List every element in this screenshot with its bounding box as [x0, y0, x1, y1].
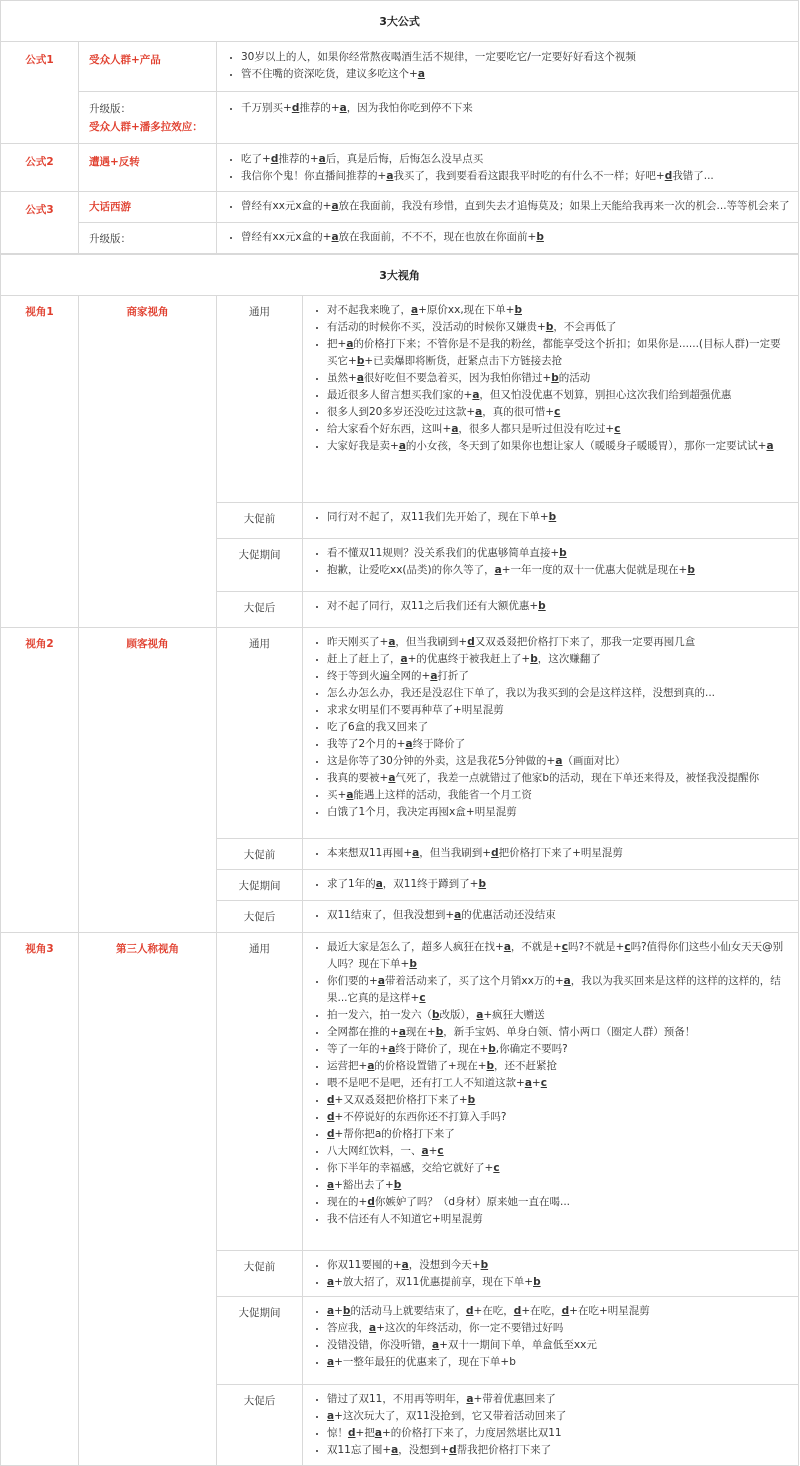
keyword-token: d	[664, 170, 673, 182]
keyword-token: d	[491, 847, 499, 859]
perspective-label: 视角3	[1, 933, 79, 1466]
formula-1-upgrade-list	[217, 100, 798, 117]
list-item: • 最近很多人留言想买我们家的+a，但又怕没优惠不划算，别担心这次我们给到超强优惠	[327, 387, 790, 404]
keyword-token: d	[291, 102, 300, 114]
perspectives-body	[1, 296, 799, 1466]
keyword-token: a	[503, 941, 511, 953]
list-item: • a+一整年最狂的优惠来了，现在下单+b	[327, 1354, 790, 1371]
phase-label: 大促前	[217, 839, 303, 870]
list-item: • 给大家看个好东西，这叫+a，很多人都只是听过但没有吃过+c	[327, 421, 790, 438]
keyword-token: d	[270, 153, 279, 165]
phase-label: 大促期间	[217, 1297, 303, 1385]
keyword-token: a	[374, 1427, 382, 1439]
formula-3-list	[217, 198, 798, 215]
list-item: • 大家好我是卖+a的小女孩，冬天到了如果你也想让家人（暖暖身子暖暖胃），那你一定要试试+a	[327, 438, 790, 455]
list-item: • a+这次玩大了，双11没抢到，它又带着活动回来了	[327, 1408, 790, 1425]
keyword-token: a	[412, 847, 420, 859]
perspectives-title-row	[1, 255, 799, 296]
formula-1-label: 公式1	[1, 42, 79, 144]
phase-content	[303, 628, 799, 839]
keyword-token: a	[563, 975, 571, 987]
keyword-token: a	[327, 1179, 335, 1191]
formula-3-upgrade-label: 升级版：	[79, 223, 217, 254]
list-item: • 虽然+a很好吃但不要急着买，因为我怕你错过+b的活动	[327, 370, 790, 387]
list-item: • 喂不是吧不是吧，还有打工人不知道这款+a+c	[327, 1075, 790, 1092]
list-item: • 运营把+a的价格设置错了+现在+b，还不赶紧抢	[327, 1058, 790, 1075]
perspective-1-row	[1, 296, 799, 503]
keyword-token: a	[400, 653, 408, 665]
keyword-token: a	[386, 170, 394, 182]
list-item: • d+帮你把a的价格打下来了	[327, 1126, 790, 1143]
keyword-token: a	[327, 1410, 335, 1422]
keyword-token: b	[545, 321, 554, 333]
keyword-token: a	[346, 789, 354, 801]
formula-3-row	[1, 192, 799, 223]
phase-item-list	[303, 845, 798, 862]
formula-3-label: 公式3	[1, 192, 79, 254]
perspective-name: 商家视角	[79, 296, 217, 628]
list-item: • 我不信还有人不知道它+明星混剪	[327, 1211, 790, 1228]
formula-1-upgrade-name: 受众人群+潘多拉效应：	[89, 121, 203, 133]
phase-content	[303, 503, 799, 539]
perspectives-title: 3大视角	[1, 255, 799, 296]
formula-2-label: 公式2	[1, 144, 79, 192]
keyword-token: a	[367, 1060, 375, 1072]
keyword-token: a	[475, 406, 483, 418]
keyword-token: a	[375, 878, 383, 890]
formula-1-row	[1, 42, 799, 92]
list-item: • a+b的活动马上就要结束了，d+在吃，d+在吃，d+在吃+明星混剪	[327, 1303, 790, 1320]
list-item: • 30岁以上的人，如果你经常熬夜喝酒生活不规律，一定要吃它/一定要好好看这个视频	[241, 49, 790, 66]
keyword-token: a	[454, 909, 462, 921]
keyword-token: a	[331, 200, 339, 212]
list-item: • 你双11要囤的+a，没想到今天+b	[327, 1257, 790, 1274]
keyword-token: a	[377, 975, 385, 987]
perspective-label: 视角2	[1, 628, 79, 933]
keyword-token: a	[339, 102, 347, 114]
keyword-token: a	[405, 738, 413, 750]
phase-item-list	[303, 1303, 798, 1371]
list-item: • 怎么办怎么办，我还是没忍住下单了，我以为我买到的会是这样这样，没想到真的...	[327, 685, 790, 702]
formula-1-upgrade-cell	[79, 92, 217, 144]
formula-3-upgrade-list	[217, 229, 798, 246]
list-item: • 买+a能遇上这样的活动，我能省一个月工资	[327, 787, 790, 804]
keyword-token: c	[419, 992, 426, 1004]
phase-content	[303, 1251, 799, 1297]
keyword-token: a	[494, 564, 502, 576]
phase-item-list	[303, 939, 798, 1228]
phase-label: 大促后	[217, 901, 303, 933]
keyword-token: b	[467, 1094, 476, 1106]
keyword-token: a	[346, 338, 354, 350]
keyword-token: a	[411, 304, 419, 316]
list-item: • 千万别买+d推荐的+a，因为我怕你吃到停不下来	[241, 100, 790, 117]
phase-content	[303, 539, 799, 592]
keyword-token: d	[348, 1427, 356, 1439]
phase-label: 大促后	[217, 1385, 303, 1466]
list-item: • 没错没错，你没听错，a+双十一期间下单，单盒低至xx元	[327, 1337, 790, 1354]
list-item: • 把+a的价格打下来；不管你是不是我的粉丝，都能享受这个折扣；如果你是......(目标人群)一定要买它+b+已卖爆即将断货，赶紧点击下方链接去抢	[327, 336, 790, 370]
list-item: • 看不懂双11规则？没关系我们的优惠够简单直接+b	[327, 545, 790, 562]
keyword-token: d	[449, 1444, 457, 1456]
keyword-token: b	[488, 1043, 496, 1055]
keyword-token: a	[466, 1393, 474, 1405]
phase-item-list	[303, 1257, 798, 1291]
perspectives-table	[0, 254, 799, 1466]
list-item: • 拍一发六，拍一发六（b改版），a+疯狂大赠送	[327, 1007, 790, 1024]
list-item: • 这是你等了30分钟的外卖，这是我花5分钟做的+a（画面对比）	[327, 753, 790, 770]
list-item: • 吃了+d推荐的+a后，真是后悔，后悔怎么没早点买	[241, 151, 790, 168]
phase-label: 大促前	[217, 503, 303, 539]
keyword-token: b	[551, 372, 559, 384]
list-item: • 八大网红饮料，一、a+c	[327, 1143, 790, 1160]
perspective-3-row	[1, 933, 799, 1251]
list-item: • 本来想双11再囤+a，但当我刷到+d把价格打下来了+明星混剪	[327, 845, 790, 862]
list-item: • 对不起了同行，双11之后我们还有大额优惠+b	[327, 598, 790, 615]
keyword-token: a	[327, 1305, 335, 1317]
keyword-token: d	[467, 636, 475, 648]
list-item: • 你们要的+a带着活动来了，买了这个月销xx万的+a，我以为我买回来是这样的这样的这样的，结果...它真的是这样+c	[327, 973, 790, 1007]
list-item: • 终于等到火遍全网的+a打折了	[327, 668, 790, 685]
keyword-token: b	[514, 304, 522, 316]
keyword-token: a	[430, 670, 438, 682]
formula-1-upgrade-row	[1, 92, 799, 144]
list-item: • 全网都在推的+a现在+b，新手宝妈、单身白领、情小两口（圈定人群）预备！	[327, 1024, 790, 1041]
phase-content	[303, 901, 799, 933]
formula-2-list	[217, 151, 798, 185]
keyword-token: b	[342, 1305, 351, 1317]
keyword-token: b	[548, 511, 557, 523]
keyword-token: b	[533, 1276, 541, 1288]
keyword-token: b	[559, 547, 567, 559]
keyword-token: a	[472, 389, 480, 401]
keyword-token: b	[356, 355, 365, 367]
keyword-token: c	[554, 406, 561, 418]
list-item: • a+放大招了，双11优惠提前享，现在下单+b	[327, 1274, 790, 1291]
phase-label: 通用	[217, 933, 303, 1251]
phase-content	[303, 1385, 799, 1466]
phase-item-list	[303, 509, 798, 526]
formula-2-name: 遭遇+反转	[79, 144, 217, 192]
list-item: • 赶上了赶上了，a+的优惠终于被我赶上了+b，这次赚翻了	[327, 651, 790, 668]
keyword-token: b	[435, 1026, 444, 1038]
phase-item-list	[303, 1391, 798, 1459]
list-item: • 管不住嘴的资深吃货，建议多吃这个+a	[241, 66, 790, 83]
keyword-token: d	[465, 1305, 474, 1317]
keyword-token: a	[327, 1276, 335, 1288]
keyword-token: d	[367, 1196, 375, 1208]
list-item: • 最近大家是怎么了，超多人疯狂在找+a，不就是+c吗?不就是+c吗?值得你们这些小仙女天天@别人吗？现在下单+b	[327, 939, 790, 973]
keyword-token: a	[388, 1043, 396, 1055]
keyword-token: c	[540, 1077, 547, 1089]
keyword-token: c	[624, 941, 631, 953]
phase-content	[303, 592, 799, 628]
keyword-token: b	[480, 1259, 489, 1271]
keyword-token: a	[398, 1026, 406, 1038]
list-item: • a+豁出去了+b	[327, 1177, 790, 1194]
formula-1-list	[217, 49, 798, 83]
phase-label: 大促期间	[217, 539, 303, 592]
keyword-token: a	[327, 1356, 335, 1368]
list-item: • 答应我，a+这次的年终活动，你一定不要错过好吗	[327, 1320, 790, 1337]
phase-content	[303, 933, 799, 1251]
phase-item-list	[303, 302, 798, 455]
list-item: • 错过了双11，不用再等明年，a+带着优惠回来了	[327, 1391, 790, 1408]
phase-content	[303, 296, 799, 503]
phase-content	[303, 1297, 799, 1385]
phase-content	[303, 839, 799, 870]
perspective-name: 第三人称视角	[79, 933, 217, 1466]
keyword-token: b	[478, 878, 486, 890]
list-item: • 现在的+d你嫉妒了吗？（d身材）原来她一直在喝...	[327, 1194, 790, 1211]
phase-item-list	[303, 598, 798, 615]
list-item: • d+不停说好的东西你还不打算入手吗?	[327, 1109, 790, 1126]
keyword-token: c	[561, 941, 568, 953]
formulas-table	[0, 0, 799, 254]
list-item: • 我等了2个月的+a终于降价了	[327, 736, 790, 753]
keyword-token: a	[451, 423, 459, 435]
keyword-token: b	[432, 1009, 440, 1021]
list-item: • 双11结束了，但我没想到+a的优惠活动还没结束	[327, 907, 790, 924]
list-item: • 白饿了1个月，我决定再囤x盒+明星混剪	[327, 804, 790, 821]
keyword-token: a	[421, 1145, 429, 1157]
perspective-2-row	[1, 628, 799, 839]
list-item: • 有活动的时候你不买，没活动的时候你又嫌贵+b，不会再低了	[327, 319, 790, 336]
keyword-token: a	[524, 1077, 532, 1089]
list-item: • 曾经有xx元x盒的+a放在我面前，我没有珍惜，直到失去才追悔莫及；如果上天能给我再来一次的机会...等等机会来了	[241, 198, 790, 215]
list-item: • 同行对不起了，双11我们先开始了，现在下单+b	[327, 509, 790, 526]
keyword-token: a	[766, 440, 774, 452]
keyword-token: a	[417, 68, 425, 80]
formula-3-upgrade-row	[1, 223, 799, 254]
list-item: • 我真的要被+a气死了，我差一点就错过了他家b的活动，现在下单还来得及，被怪我没提醒你	[327, 770, 790, 787]
keyword-token: a	[476, 1009, 484, 1021]
list-item: • 惊！d+把a+的价格打下来了，力度居然堪比双11	[327, 1425, 790, 1442]
phase-item-list	[303, 545, 798, 579]
keyword-token: b	[530, 653, 538, 665]
keyword-token: d	[561, 1305, 570, 1317]
keyword-token: b	[486, 1060, 495, 1072]
keyword-token: a	[398, 440, 406, 452]
list-item: • 求了1年的a，双11终于蹲到了+b	[327, 876, 790, 893]
keyword-token: b	[536, 231, 544, 243]
list-item: • 抱歉，让爱吃xx(品类)的你久等了，a+一年一度的双十一优惠大促就是现在+b	[327, 562, 790, 579]
formula-3-name: 大话西游	[79, 192, 217, 223]
phase-label: 通用	[217, 628, 303, 839]
list-item: • 很多人到20多岁还没吃过这款+a，真的很可惜+c	[327, 404, 790, 421]
keyword-token: d	[327, 1094, 335, 1106]
phase-label: 大促前	[217, 1251, 303, 1297]
keyword-token: b	[393, 1179, 402, 1191]
keyword-token: a	[369, 1322, 377, 1334]
list-item: • 昨天刚买了+a，但当我刷到+d又双叒叕把价格打下来了，那我一定要再囤几盒	[327, 634, 790, 651]
phase-label: 大促后	[217, 592, 303, 628]
phase-item-list	[303, 876, 798, 893]
perspective-name: 顾客视角	[79, 628, 217, 933]
keyword-token: c	[493, 1162, 500, 1174]
list-item: • 双11忘了囤+a，没想到+d帮我把价格打下来了	[327, 1442, 790, 1459]
phase-item-list	[303, 634, 798, 821]
keyword-token: b	[409, 958, 417, 970]
formulas-title: 3大公式	[1, 1, 799, 42]
keyword-token: a	[388, 772, 396, 784]
list-item: • d+又双叒叕把价格打下来了+b	[327, 1092, 790, 1109]
list-item: • 等了一年的+a终于降价了，现在+b,你确定不要吗?	[327, 1041, 790, 1058]
keyword-token: b	[538, 600, 546, 612]
keyword-token: b	[687, 564, 695, 576]
keyword-token: a	[388, 636, 396, 648]
keyword-token: a	[331, 231, 339, 243]
keyword-token: a	[318, 153, 326, 165]
keyword-token: a	[401, 1259, 409, 1271]
perspective-label: 视角1	[1, 296, 79, 628]
keyword-token: a	[391, 1444, 399, 1456]
formula-2-row	[1, 144, 799, 192]
phase-content	[303, 870, 799, 901]
keyword-token: c	[437, 1145, 444, 1157]
list-item: • 吃了6盒的我又回来了	[327, 719, 790, 736]
formula-1-name: 受众人群+产品	[79, 42, 217, 92]
keyword-token: d	[327, 1128, 335, 1140]
keyword-token: c	[614, 423, 621, 435]
keyword-token: d	[513, 1305, 522, 1317]
phase-item-list	[303, 907, 798, 924]
formulas-title-row	[1, 1, 799, 42]
phase-label: 大促期间	[217, 870, 303, 901]
phase-label: 通用	[217, 296, 303, 503]
list-item: • 你下半年的幸福感，交给它就好了+c	[327, 1160, 790, 1177]
keyword-token: d	[327, 1111, 335, 1123]
list-item: • 求求女明星们不要再种草了+明星混剪	[327, 702, 790, 719]
keyword-token: a	[432, 1339, 440, 1351]
list-item: • 对不起我来晚了，a+原价xx,现在下单+b	[327, 302, 790, 319]
list-item: • 我信你个鬼！你直播间推荐的+a我买了，我到要看看这跟我平时吃的有什么不一样；好吧+d我错了...	[241, 168, 790, 185]
keyword-token: a	[356, 372, 364, 384]
keyword-token: a	[555, 755, 563, 767]
formula-1-upgrade-label: 升级版：	[89, 103, 131, 115]
list-item: • 曾经有xx元x盒的+a放在我面前，不不不，现在也放在你面前+b	[241, 229, 790, 246]
